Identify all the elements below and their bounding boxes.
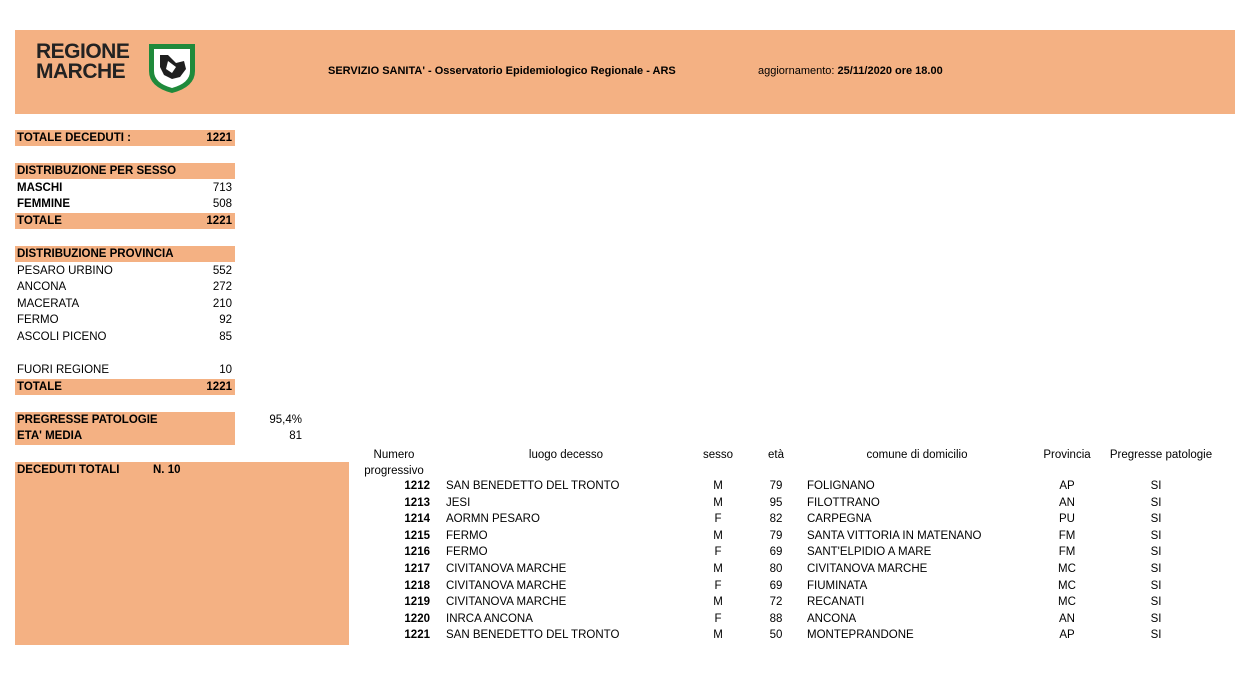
header-numero-line2: progressivo (364, 465, 424, 477)
totale-deceduti-value: 1221 (206, 132, 232, 144)
cell-patologie: SI (1150, 579, 1162, 592)
provincia-row (15, 263, 235, 279)
provincia-row (15, 296, 235, 312)
provincia-label: MACERATA (17, 298, 80, 310)
provincia-value: 210 (212, 298, 232, 310)
cell-provincia: MC (1058, 563, 1076, 575)
cell-luogo: SAN BENEDETTO DEL TRONTO (446, 480, 620, 492)
regione-marche-shield-icon (146, 41, 198, 95)
service-title: SERVIZIO SANITA' - Osservatorio Epidemiologico Regionale - ARS (328, 65, 676, 77)
cell-provincia: AP (1059, 629, 1075, 642)
cell-provincia: MC (1058, 596, 1076, 609)
cell-luogo: CIVITANOVA MARCHE (446, 579, 567, 592)
sesso-label: FEMMINE (17, 198, 71, 210)
cell-patologie: SI (1150, 496, 1162, 509)
cell-comune: SANTA VITTORIA IN MATENANO (807, 529, 982, 542)
cell-numero: 1217 (404, 563, 430, 575)
fuori-regione-label: FUORI REGIONE (17, 364, 110, 376)
cell-comune: CIVITANOVA MARCHE (807, 563, 928, 575)
header-sesso: sesso (702, 449, 734, 461)
cell-patologie: SI (1150, 612, 1162, 625)
provincia-title: DISTRIBUZIONE PROVINCIA (17, 248, 174, 260)
cell-numero: 1218 (404, 579, 430, 592)
sesso-total-box (15, 213, 235, 229)
regione-marche-logo (36, 42, 129, 82)
provincia-total-value: 1221 (206, 381, 232, 393)
sesso-title-box (15, 163, 235, 179)
cell-numero: 1214 (404, 513, 430, 526)
cell-sesso: F (714, 513, 722, 526)
cell-patologie: SI (1150, 596, 1162, 609)
cell-luogo: CIVITANOVA MARCHE (446, 563, 567, 575)
provincia-value: 272 (212, 281, 232, 293)
cell-comune: SANT'ELPIDIO A MARE (807, 546, 932, 559)
deceduti-totali-count: N. 10 (153, 464, 181, 476)
fuori-regione-row (15, 362, 235, 378)
cell-luogo: CIVITANOVA MARCHE (446, 596, 567, 609)
cell-luogo: AORMN PESARO (446, 513, 540, 526)
table-row (0, 596, 1251, 613)
logo-line-2: MARCHE (36, 60, 126, 83)
cell-comune: FOLIGNANO (807, 480, 875, 492)
cell-patologie: SI (1150, 480, 1162, 492)
pregresse-value: 95,4% (269, 414, 302, 426)
cell-sesso: F (714, 612, 722, 625)
sesso-title: DISTRIBUZIONE PER SESSO (17, 165, 177, 177)
header-provincia: Provincia (1043, 449, 1091, 461)
cell-comune: CARPEGNA (807, 513, 872, 526)
cell-comune: RECANATI (807, 596, 865, 609)
sesso-label: MASCHI (17, 182, 63, 194)
header-numero (356, 447, 432, 479)
cell-numero: 1213 (404, 496, 430, 509)
cell-provincia: FM (1058, 546, 1076, 559)
cell-luogo: FERMO (446, 529, 488, 542)
provincia-total-box (15, 379, 235, 395)
sesso-total-label: TOTALE (17, 215, 62, 227)
provincia-label: ANCONA (17, 281, 67, 293)
cell-patologie: SI (1150, 629, 1162, 642)
cell-sesso: F (714, 546, 722, 559)
provincia-value: 85 (219, 331, 232, 343)
cell-patologie: SI (1150, 563, 1162, 575)
table-row (0, 546, 1251, 563)
provincia-label: FERMO (17, 314, 59, 326)
cell-comune: FILOTTRANO (807, 496, 880, 509)
provincia-label: PESARO URBINO (17, 265, 113, 277)
sesso-row-maschi (15, 180, 235, 196)
logo-line-1: REGIONE (36, 40, 130, 63)
cell-provincia: AN (1059, 612, 1075, 625)
cell-provincia: FM (1058, 529, 1076, 542)
eta-media-value: 81 (289, 430, 302, 442)
cell-luogo: SAN BENEDETTO DEL TRONTO (446, 629, 620, 642)
update-label: aggiornamento: (758, 65, 838, 77)
cell-sesso: M (713, 629, 723, 642)
sesso-row-femmine (15, 196, 235, 212)
cell-comune: MONTEPRANDONE (807, 629, 914, 642)
table-row (0, 497, 1251, 514)
cell-patologie: SI (1150, 546, 1162, 559)
header-patologie: Pregresse patologie (1109, 449, 1213, 461)
cell-eta: 69 (769, 546, 783, 559)
table-row (0, 563, 1251, 580)
cell-eta: 79 (769, 480, 783, 492)
table-row (0, 580, 1251, 597)
table-row (0, 513, 1251, 530)
provincia-value: 92 (219, 314, 232, 326)
table-row (0, 530, 1251, 547)
table-row (0, 629, 1251, 646)
cell-sesso: M (713, 596, 723, 609)
totale-deceduti-box (15, 130, 235, 146)
sesso-total-value: 1221 (206, 215, 232, 227)
header-luogo: luogo decesso (528, 449, 604, 461)
cell-numero: 1216 (404, 546, 430, 559)
cell-comune: FIUMINATA (807, 579, 868, 592)
cell-numero: 1215 (404, 529, 430, 542)
table-row (0, 613, 1251, 630)
cell-sesso: M (713, 563, 723, 575)
provincia-row (15, 312, 235, 328)
cell-luogo: JESI (446, 496, 471, 509)
header-numero-line1: Numero (373, 449, 415, 461)
provincia-value: 552 (212, 265, 232, 277)
fuori-regione-value: 10 (219, 364, 232, 376)
cell-numero: 1221 (404, 629, 430, 642)
provincia-total-label: TOTALE (17, 381, 62, 393)
header-comune: comune di domicilio (866, 449, 968, 461)
cell-eta: 82 (769, 513, 783, 526)
cell-eta: 95 (769, 496, 783, 509)
cell-provincia: MC (1058, 579, 1076, 592)
sesso-value: 508 (212, 198, 232, 210)
provincia-label: ASCOLI PICENO (17, 331, 107, 343)
cell-eta: 88 (769, 612, 783, 625)
cell-provincia: AP (1059, 480, 1075, 492)
eta-media-label: ETA' MEDIA (17, 430, 83, 442)
cell-provincia: AN (1059, 496, 1075, 509)
cell-eta: 79 (769, 529, 783, 542)
cell-numero: 1220 (404, 612, 430, 625)
cell-eta: 69 (769, 579, 783, 592)
provincia-row (15, 279, 235, 295)
deceduti-totali-label: DECEDUTI TOTALI (17, 464, 120, 476)
cell-patologie: SI (1150, 513, 1162, 526)
totale-deceduti-label: TOTALE DECEDUTI : (17, 132, 131, 144)
provincia-title-box (15, 246, 235, 262)
sesso-value: 713 (212, 182, 232, 194)
cell-eta: 50 (769, 629, 783, 642)
update-date: 25/11/2020 ore 18.00 (837, 65, 943, 77)
cell-comune: ANCONA (807, 612, 857, 625)
pregresse-label: PREGRESSE PATOLOGIE (17, 414, 158, 426)
cell-sesso: M (713, 496, 723, 509)
provincia-row (15, 329, 235, 345)
update-info (758, 65, 943, 77)
cell-sesso: F (714, 579, 722, 592)
cell-numero: 1212 (404, 480, 430, 492)
cell-luogo: FERMO (446, 546, 488, 559)
cell-eta: 80 (769, 563, 783, 575)
cell-numero: 1219 (404, 596, 430, 609)
table-row (0, 480, 1251, 497)
cell-sesso: M (713, 480, 723, 492)
cell-eta: 72 (769, 596, 783, 609)
header-eta: età (768, 449, 784, 461)
cell-sesso: M (713, 529, 723, 542)
cell-luogo: INRCA ANCONA (446, 612, 533, 625)
cell-provincia: PU (1059, 513, 1075, 526)
cell-patologie: SI (1150, 529, 1162, 542)
